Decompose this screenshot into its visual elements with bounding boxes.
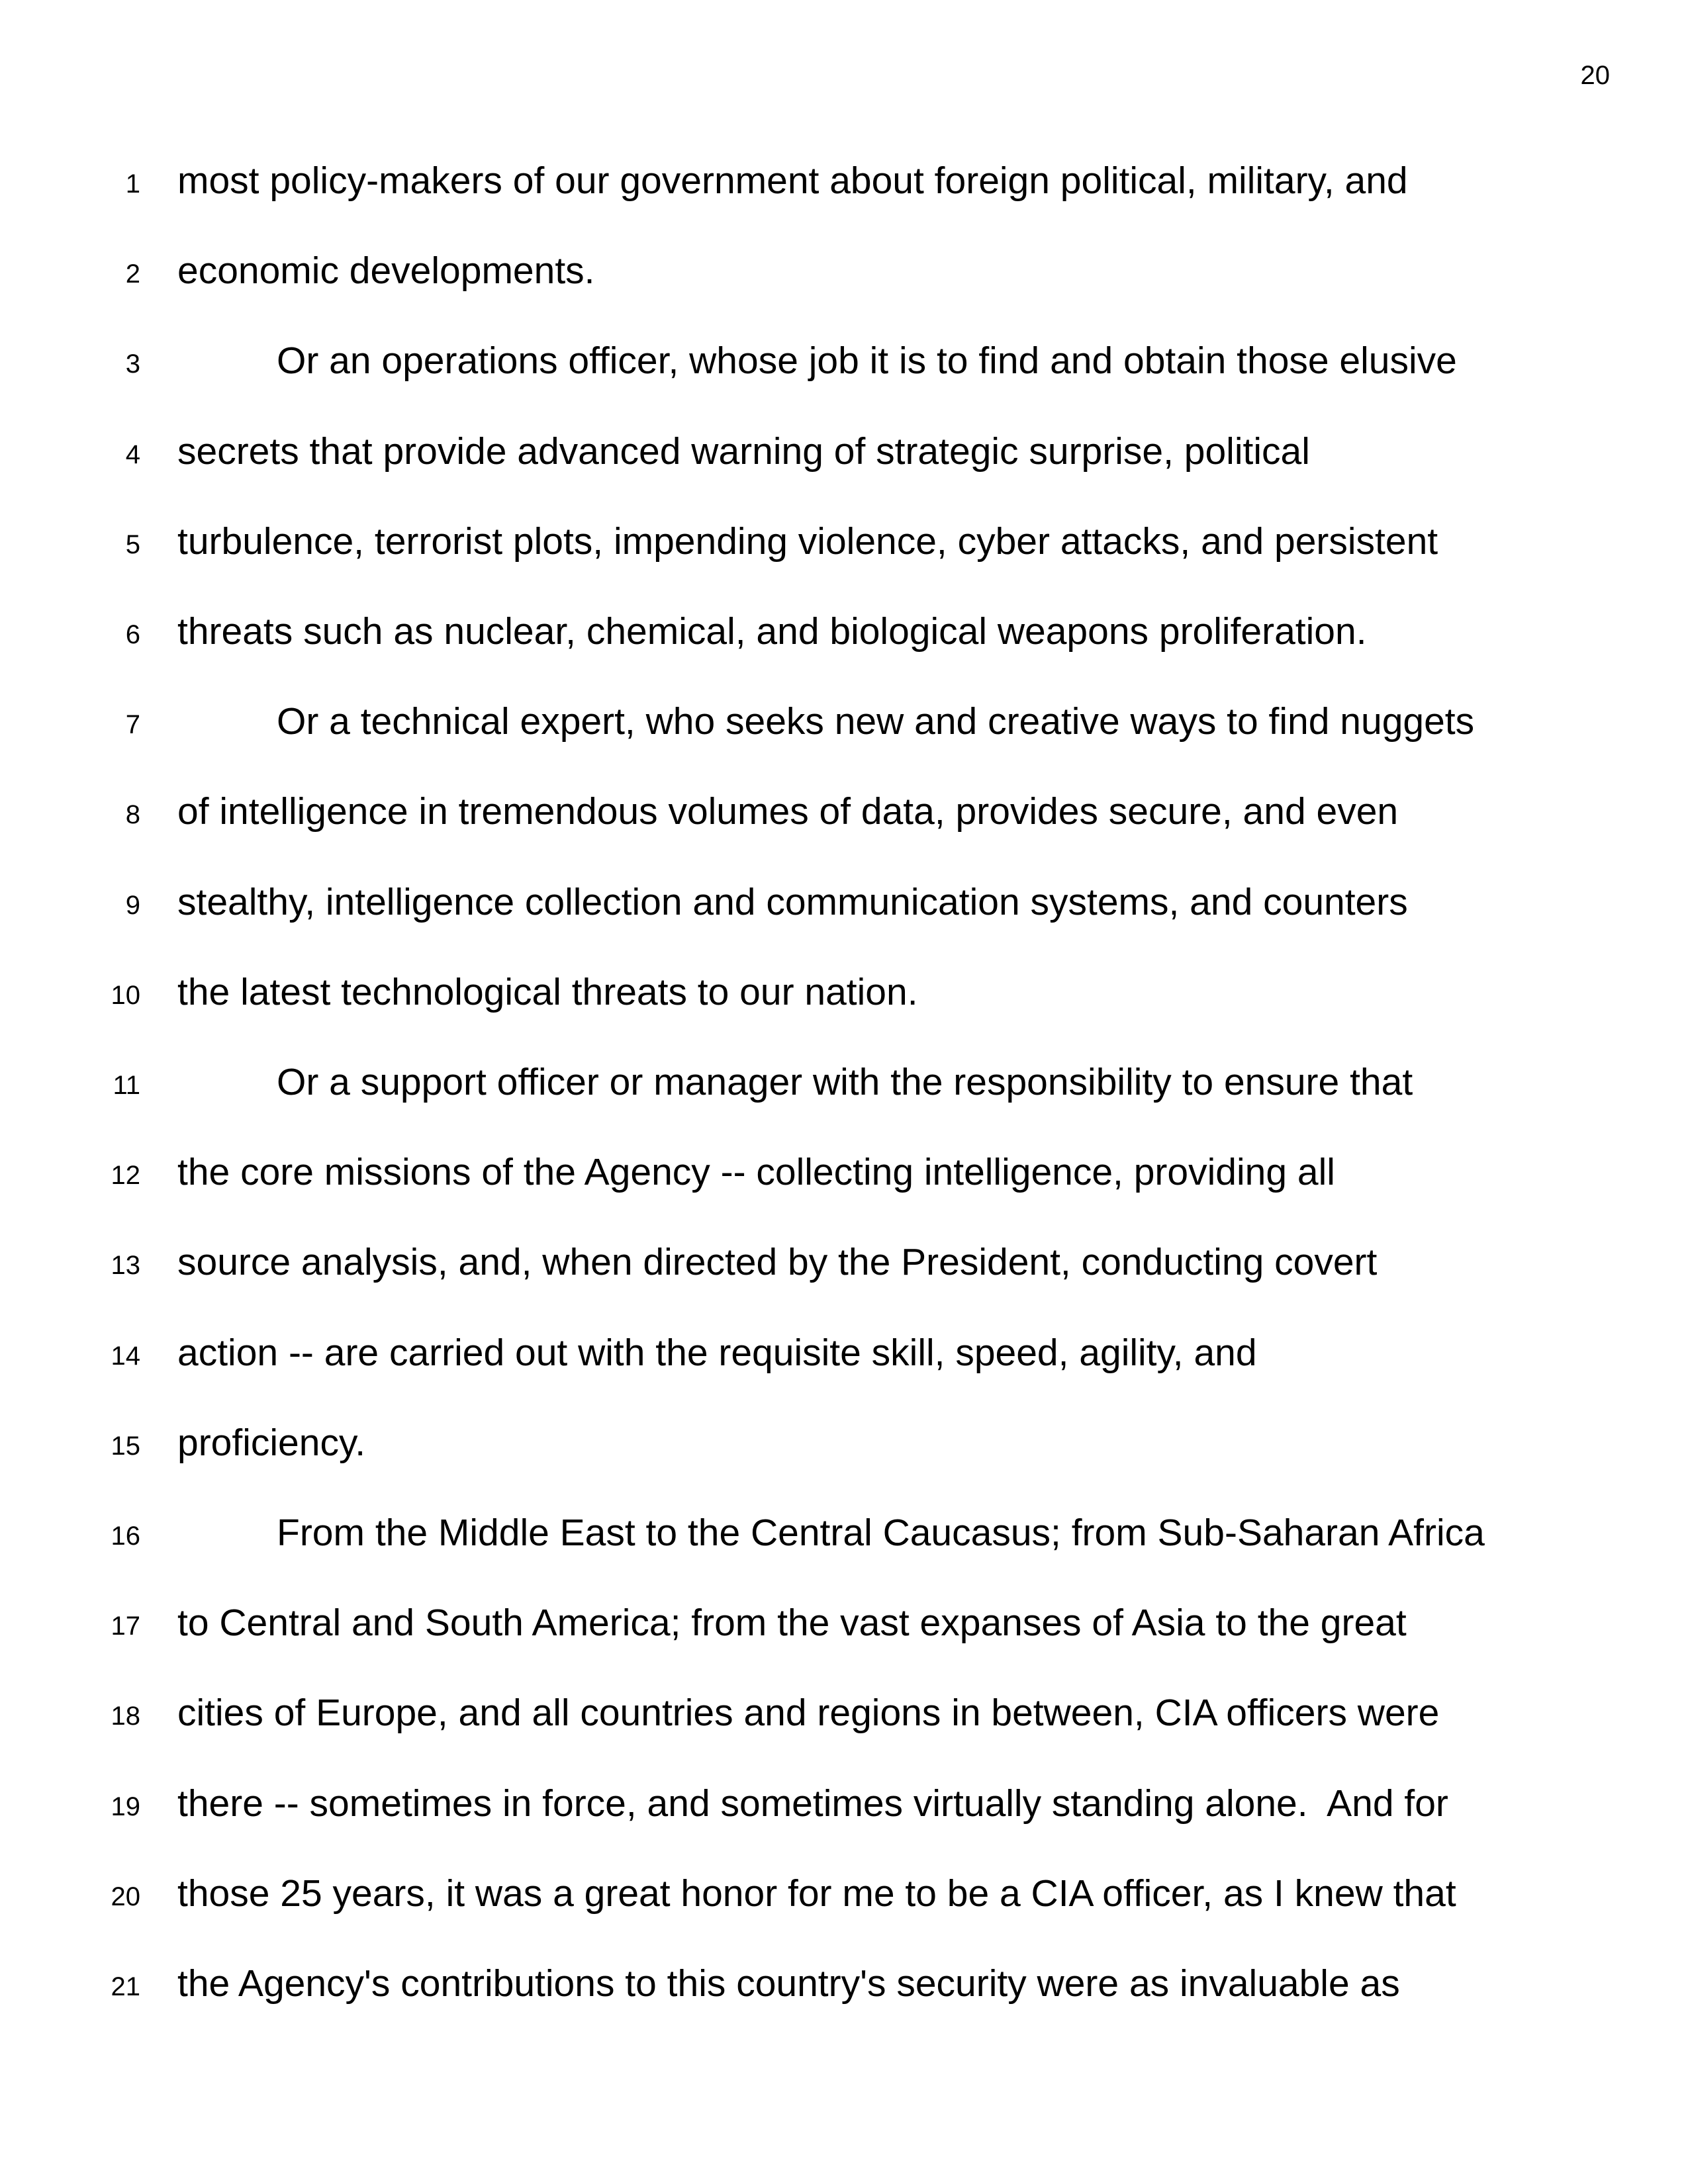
text-line (0, 558, 1688, 653)
line-text: Or an operations officer, whose job it is to find and obtain those elusive (277, 340, 1457, 383)
line-number: 14 (111, 1341, 140, 1371)
line-text: to Central and South America; from the vast expanses of Asia to the great (177, 1602, 1407, 1645)
text-line (0, 1549, 1688, 1645)
text-line (0, 468, 1688, 563)
line-text: the Agency's contributions to this country's security were as invaluable as (177, 1962, 1400, 2005)
text-line (0, 1099, 1688, 1194)
line-number: 19 (111, 1792, 140, 1821)
line-text: the latest technological threats to our nation. (177, 970, 918, 1013)
text-line (0, 1910, 1688, 2005)
line-number: 6 (125, 620, 140, 649)
line-text: those 25 years, it was a great honor for me to be a CIA officer, as I knew that (177, 1872, 1456, 1915)
line-text: turbulence, terrorist plots, impending violence, cyber attacks, and persistent (177, 520, 1438, 563)
line-text: From the Middle East to the Central Caucasus; from Sub-Saharan Africa (277, 1512, 1485, 1554)
text-line (0, 197, 1688, 293)
text-line (0, 1279, 1688, 1374)
line-number: 17 (111, 1612, 140, 1641)
line-number: 4 (125, 439, 140, 469)
text-line (0, 1820, 1688, 1915)
line-text: there -- sometimes in force, and sometimes virtually standing alone. And for (177, 1782, 1448, 1825)
line-number: 2 (125, 259, 140, 289)
line-number: 20 (111, 1882, 140, 1911)
text-line (0, 1459, 1688, 1554)
line-text: source analysis, and, when directed by the President, conducting covert (177, 1241, 1378, 1284)
line-number: 15 (111, 1431, 140, 1461)
text-line (0, 919, 1688, 1013)
text-line (0, 738, 1688, 833)
line-number: 13 (111, 1251, 140, 1281)
page-number: 20 (1580, 61, 1610, 90)
line-number: 11 (113, 1071, 140, 1100)
text-line (0, 1009, 1688, 1103)
line-number: 21 (111, 1972, 140, 2001)
text-line (0, 287, 1688, 383)
line-number: 12 (111, 1161, 140, 1191)
text-line (0, 378, 1688, 473)
line-text: action -- are carried out with the requisite skill, speed, agility, and (177, 1331, 1257, 1374)
line-text: the core missions of the Agency -- collecting intelligence, providing all (177, 1151, 1335, 1194)
line-text: cities of Europe, and all countries and regions in between, CIA officers were (177, 1692, 1440, 1735)
line-text: economic developments. (177, 250, 595, 293)
line-number: 1 (125, 169, 140, 199)
line-text: proficiency. (177, 1421, 366, 1464)
line-text: secrets that provide advanced warning of strategic surprise, political (177, 430, 1310, 473)
text-line (0, 1369, 1688, 1464)
line-number: 16 (111, 1522, 140, 1551)
text-line (0, 829, 1688, 923)
line-number: 8 (125, 800, 140, 830)
line-text: Or a support officer or manager with the responsibility to ensure that (277, 1061, 1413, 1103)
line-number: 9 (125, 890, 140, 920)
line-number: 18 (111, 1702, 140, 1731)
text-line (0, 1639, 1688, 1735)
text-line (0, 648, 1688, 743)
text-line (0, 107, 1688, 202)
line-number: 3 (125, 349, 140, 379)
line-text: stealthy, intelligence collection and communication systems, and counters (177, 880, 1408, 923)
text-line (0, 1730, 1688, 1825)
line-number: 7 (125, 710, 140, 740)
line-number: 5 (125, 529, 140, 559)
text-line (0, 1189, 1688, 1284)
line-text: of intelligence in tremendous volumes of data, provides secure, and even (177, 790, 1399, 833)
line-text: Or a technical expert, who seeks new and creative ways to find nuggets (277, 700, 1475, 743)
line-number: 10 (111, 980, 140, 1010)
line-text: most policy-makers of our government about foreign political, military, and (177, 159, 1408, 202)
line-text: threats such as nuclear, chemical, and biological weapons proliferation. (177, 610, 1367, 653)
